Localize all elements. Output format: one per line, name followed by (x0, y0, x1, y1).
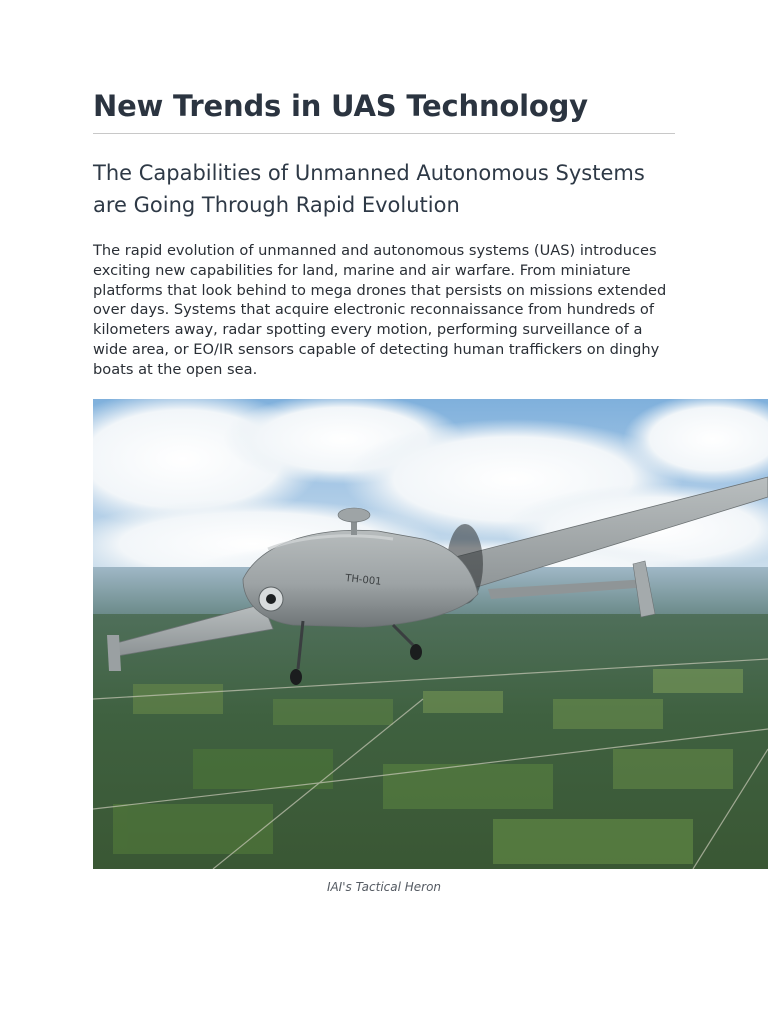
drone-photo (93, 399, 768, 869)
article-body-paragraph: The rapid evolution of unmanned and autonomous systems (UAS) introduces exciting new capabilities for land, marine and air warfare. From miniature platforms that look behind to mega drones that persists on missions extended over days. Systems that acquire electronic reconnaissance from hundreds of kilometers away, radar spotting every motion, performing surveillance of a wide area, or EO/IR sensors capable of detecting human traffickers on dinghy boats at the open sea. (93, 242, 667, 378)
figure-caption: IAI's Tactical Heron (326, 880, 442, 894)
page-title: New Trends in UAS Technology (93, 89, 588, 123)
article-subtitle: The Capabilities of Unmanned Autonomous Systems are Going Through Rapid Evolution (93, 161, 645, 217)
drone-photo-illustration (93, 399, 768, 869)
aircraft-marking: TH-001 (344, 573, 382, 588)
title-divider (93, 133, 675, 134)
